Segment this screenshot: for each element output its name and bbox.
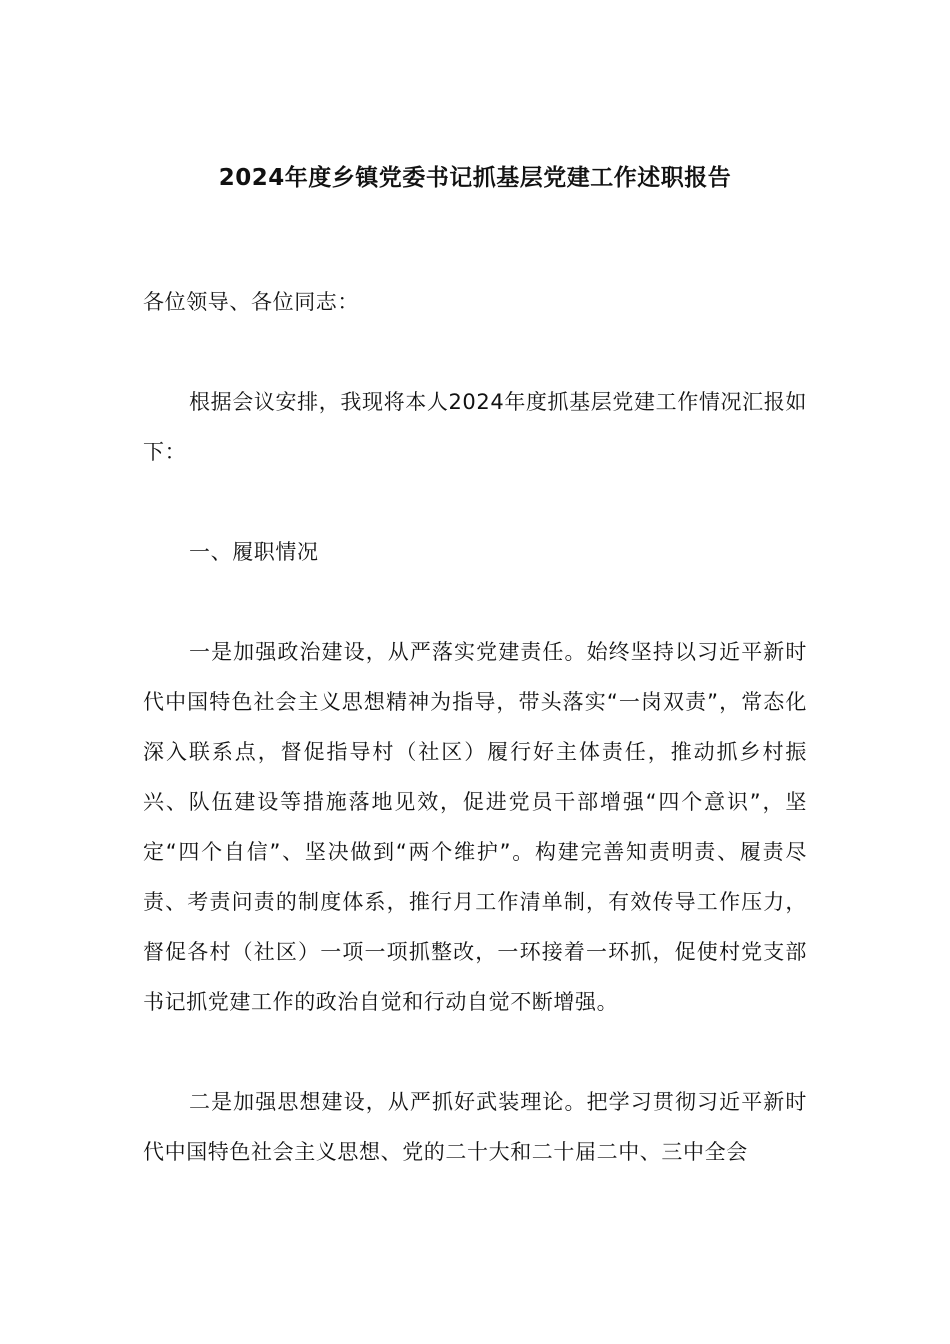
body-paragraph: 二是加强思想建设，从严抓好武装理论。把学习贯彻习近平新时代中国特色社会主义思想、党的二十大和二十届二中、三中全会 bbox=[143, 1090, 807, 1164]
section-heading: 一、履职情况 bbox=[189, 540, 319, 564]
salutation: 各位领导、各位同志： bbox=[143, 290, 359, 314]
intro-paragraph: 根据会议安排，我现将本人2024年度抓基层党建工作情况汇报如下： bbox=[143, 390, 807, 464]
document-title: 2024年度乡镇党委书记抓基层党建工作述职报告 bbox=[218, 165, 732, 191]
body-paragraph: 一是加强政治建设，从严落实党建责任。始终坚持以习近平新时代中国特色社会主义思想精神为指导，带头落实“一岗双责”，常态化深入联系点，督促指导村（社区）履行好主体责任，推动抓乡村振兴、队伍建设等措施落地见效，促进党员干部增强“四个意识”，坚定“四个自信”、坚决做到“两个维护”。构建完善知责明责、履责尽责、考责问责的制度体系，推行月工作清单制，有效传导工作压力，督促各村（社区）一项一项抓整改，一环接着一环抓，促使村党支部书记抓党建工作的政治自觉和行动自觉不断增强。 bbox=[143, 640, 807, 1014]
